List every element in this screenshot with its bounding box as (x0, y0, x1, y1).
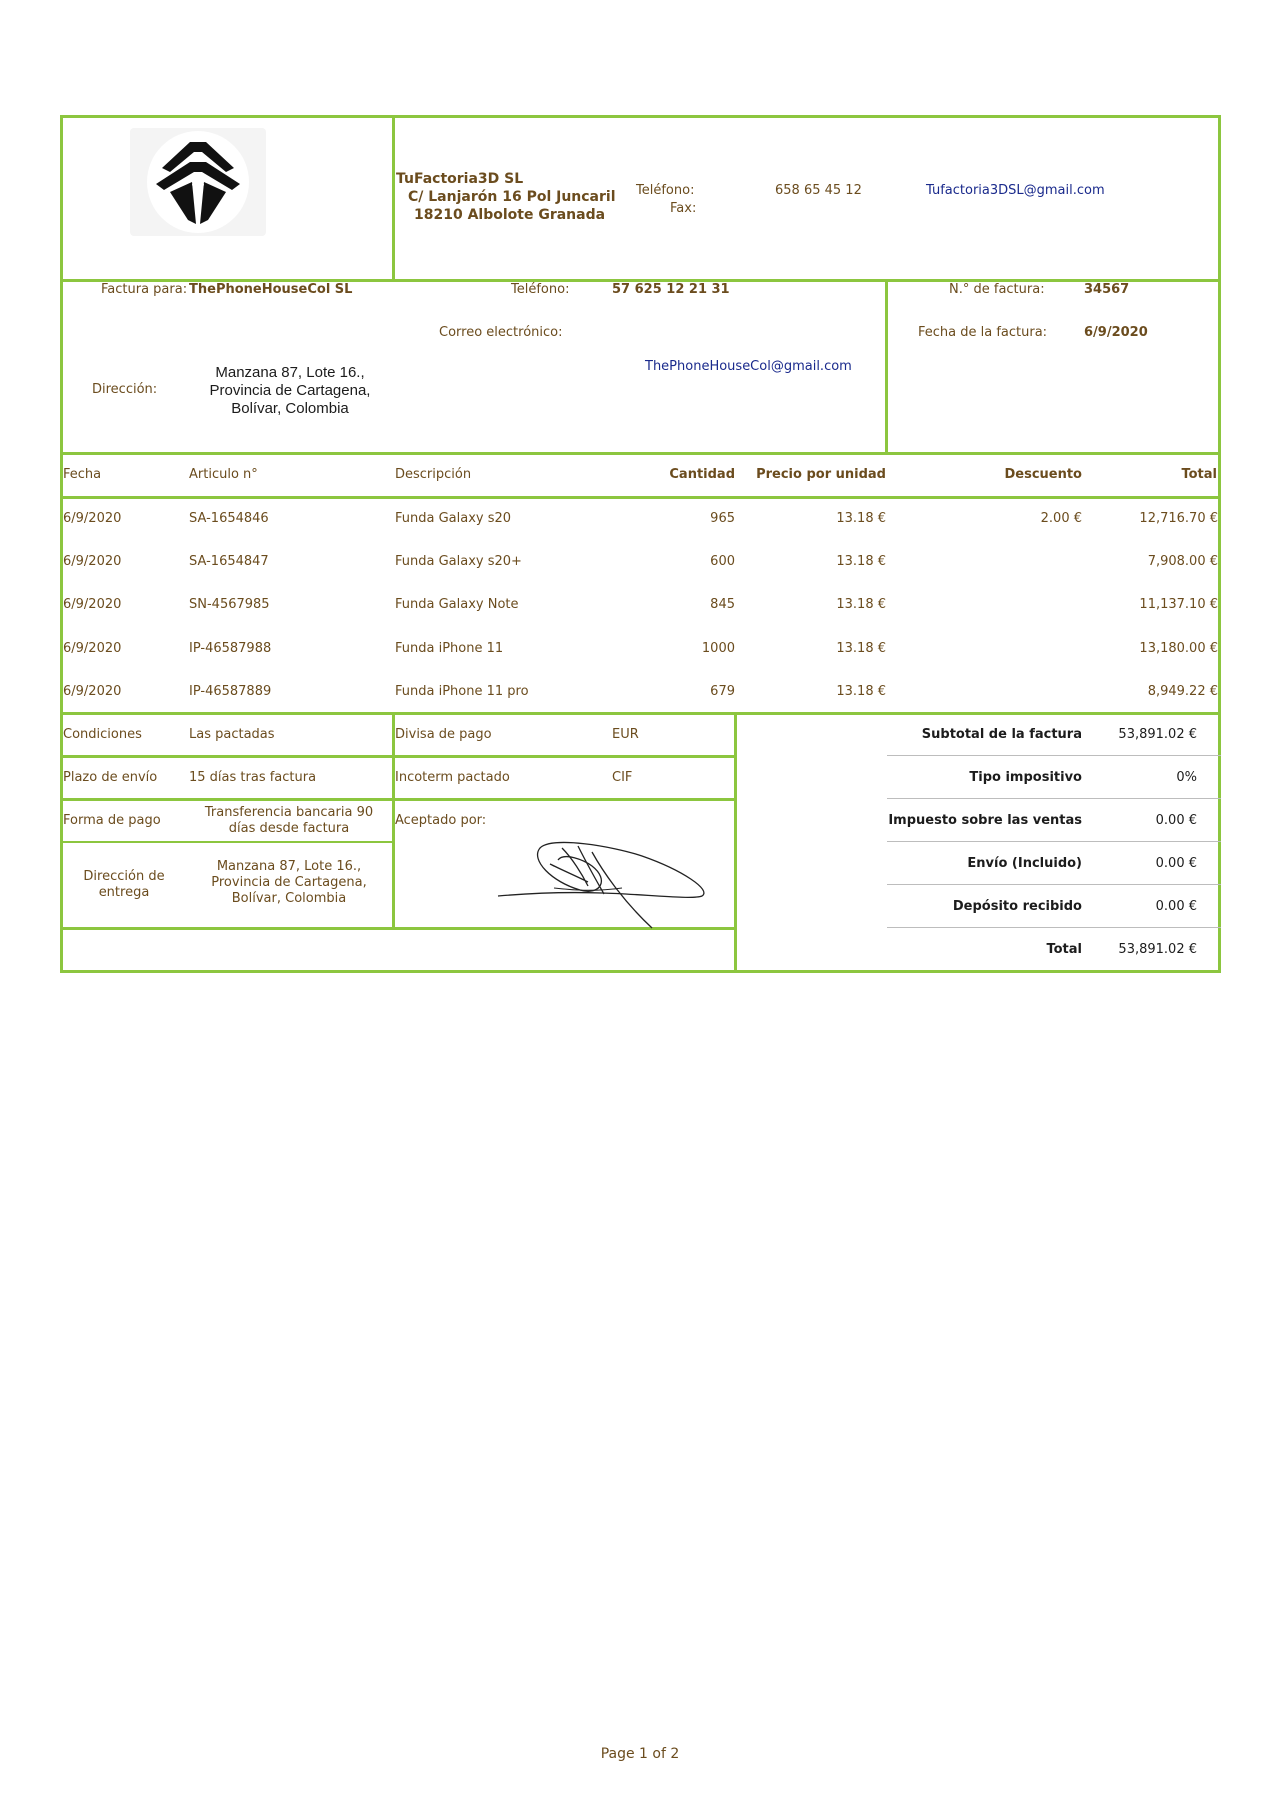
header-article: Articulo n° (189, 467, 258, 482)
signature-image (492, 830, 722, 930)
incoterm-label: Incoterm pactado (395, 770, 510, 785)
currency-label: Divisa de pago (395, 727, 492, 742)
header-unit-price: Precio por unidad (756, 467, 886, 482)
currency-value: EUR (612, 727, 639, 742)
invoice-for-label: Factura para: (101, 282, 188, 297)
row-article: IP-46587889 (189, 684, 272, 699)
shipping-value: 0.00 € (1155, 856, 1197, 871)
row-total: 7,908.00 € (1147, 554, 1218, 569)
deposit-value: 0.00 € (1155, 899, 1197, 914)
row-article: SA-1654847 (189, 554, 269, 569)
incoterm-value: CIF (612, 770, 633, 785)
logo-emblem-icon (130, 128, 266, 236)
subtotal-value: 53,891.02 € (1118, 727, 1197, 742)
invoice-date-label: Fecha de la factura: (918, 325, 1048, 340)
company-phone: 658 65 45 12 (775, 183, 862, 198)
payment-method-line1: Transferencia bancaria 90 (204, 805, 374, 820)
row-unit-price: 13.18 € (836, 511, 886, 526)
sales-tax-label: Impuesto sobre las ventas (888, 813, 1082, 828)
company-fax-label: Fax: (670, 201, 697, 216)
client-address-label: Dirección: (92, 382, 158, 397)
row-date: 6/9/2020 (63, 597, 122, 612)
row-article: SN-4567985 (189, 597, 270, 612)
row-article: SA-1654846 (189, 511, 269, 526)
row-article: IP-46587988 (189, 641, 272, 656)
deposit-label: Depósito recibido (952, 899, 1082, 914)
company-address-line2: 18210 Albolote Granada (414, 207, 606, 223)
client-name: ThePhoneHouseCol SL (189, 282, 353, 297)
row-description: Funda iPhone 11 pro (395, 684, 529, 699)
row-total: 11,137.10 € (1139, 597, 1218, 612)
accepted-by-label: Aceptado por: (395, 813, 487, 828)
company-email-link[interactable]: Tufactoria3DSL@gmail.com (926, 183, 1105, 198)
shipping-term-label: Plazo de envío (63, 770, 158, 785)
row-total: 8,949.22 € (1147, 684, 1218, 699)
row-total: 13,180.00 € (1139, 641, 1218, 656)
payment-method-line2: días desde factura (228, 821, 350, 836)
client-phone: 57 625 12 21 31 (612, 282, 730, 297)
row-quantity: 1000 (701, 641, 735, 656)
row-total: 12,716.70 € (1139, 511, 1218, 526)
tax-rate-label: Tipo impositivo (969, 770, 1082, 785)
delivery-address-line1: Manzana 87, Lote 16., (216, 859, 362, 874)
header-total: Total (1181, 467, 1217, 482)
company-logo (130, 128, 266, 236)
conditions-label: Condiciones (63, 727, 142, 742)
row-unit-price: 13.18 € (836, 597, 886, 612)
delivery-label-line2: entrega (98, 885, 150, 900)
header-quantity: Cantidad (669, 467, 735, 482)
shipping-label: Envío (Incluido) (967, 856, 1082, 871)
row-quantity: 679 (710, 684, 735, 699)
row-quantity: 600 (710, 554, 735, 569)
company-name: TuFactoria3D SL (396, 171, 524, 187)
row-discount: 2.00 € (1040, 511, 1082, 526)
row-description: Funda Galaxy s20 (395, 511, 512, 526)
header-discount: Descuento (1004, 467, 1082, 482)
header-description: Descripción (395, 467, 472, 482)
row-quantity: 965 (710, 511, 735, 526)
total-label: Total (1046, 942, 1082, 957)
row-description: Funda iPhone 11 (395, 641, 504, 656)
client-email-label: Correo electrónico: (439, 325, 563, 340)
client-address-line1: Manzana 87, Lote 16., (215, 364, 365, 381)
payment-method-label: Forma de pago (63, 813, 161, 828)
row-unit-price: 13.18 € (836, 641, 886, 656)
header-date: Fecha (63, 467, 102, 482)
row-date: 6/9/2020 (63, 511, 122, 526)
tax-rate-value: 0% (1176, 770, 1197, 785)
invoice-number-label: N.° de factura: (949, 282, 1045, 297)
invoice-date: 6/9/2020 (1084, 325, 1148, 340)
client-address-line2: Provincia de Cartagena, (209, 382, 371, 399)
delivery-label-line1: Dirección de (83, 869, 165, 884)
page-number: Page 1 of 2 (600, 1746, 680, 1762)
row-description: Funda Galaxy s20+ (395, 554, 522, 569)
delivery-address-line2: Provincia de Cartagena, (211, 875, 367, 890)
subtotal-label: Subtotal de la factura (921, 727, 1082, 742)
client-email-link[interactable]: ThePhoneHouseCol@gmail.com (645, 359, 852, 374)
company-address-line1: C/ Lanjarón 16 Pol Juncaril (408, 189, 616, 205)
row-quantity: 845 (710, 597, 735, 612)
sales-tax-value: 0.00 € (1155, 813, 1197, 828)
client-phone-label: Teléfono: (511, 282, 570, 297)
row-date: 6/9/2020 (63, 641, 122, 656)
total-value: 53,891.02 € (1118, 942, 1197, 957)
row-unit-price: 13.18 € (836, 554, 886, 569)
client-address-line3: Bolívar, Colombia (231, 400, 349, 417)
shipping-term-value: 15 días tras factura (189, 770, 317, 785)
company-phone-label: Teléfono: (636, 183, 695, 198)
row-unit-price: 13.18 € (836, 684, 886, 699)
delivery-address-line3: Bolívar, Colombia (231, 891, 347, 906)
row-date: 6/9/2020 (63, 554, 122, 569)
invoice-number: 34567 (1084, 282, 1130, 297)
conditions-value: Las pactadas (189, 727, 275, 742)
row-description: Funda Galaxy Note (395, 597, 519, 612)
row-date: 6/9/2020 (63, 684, 122, 699)
